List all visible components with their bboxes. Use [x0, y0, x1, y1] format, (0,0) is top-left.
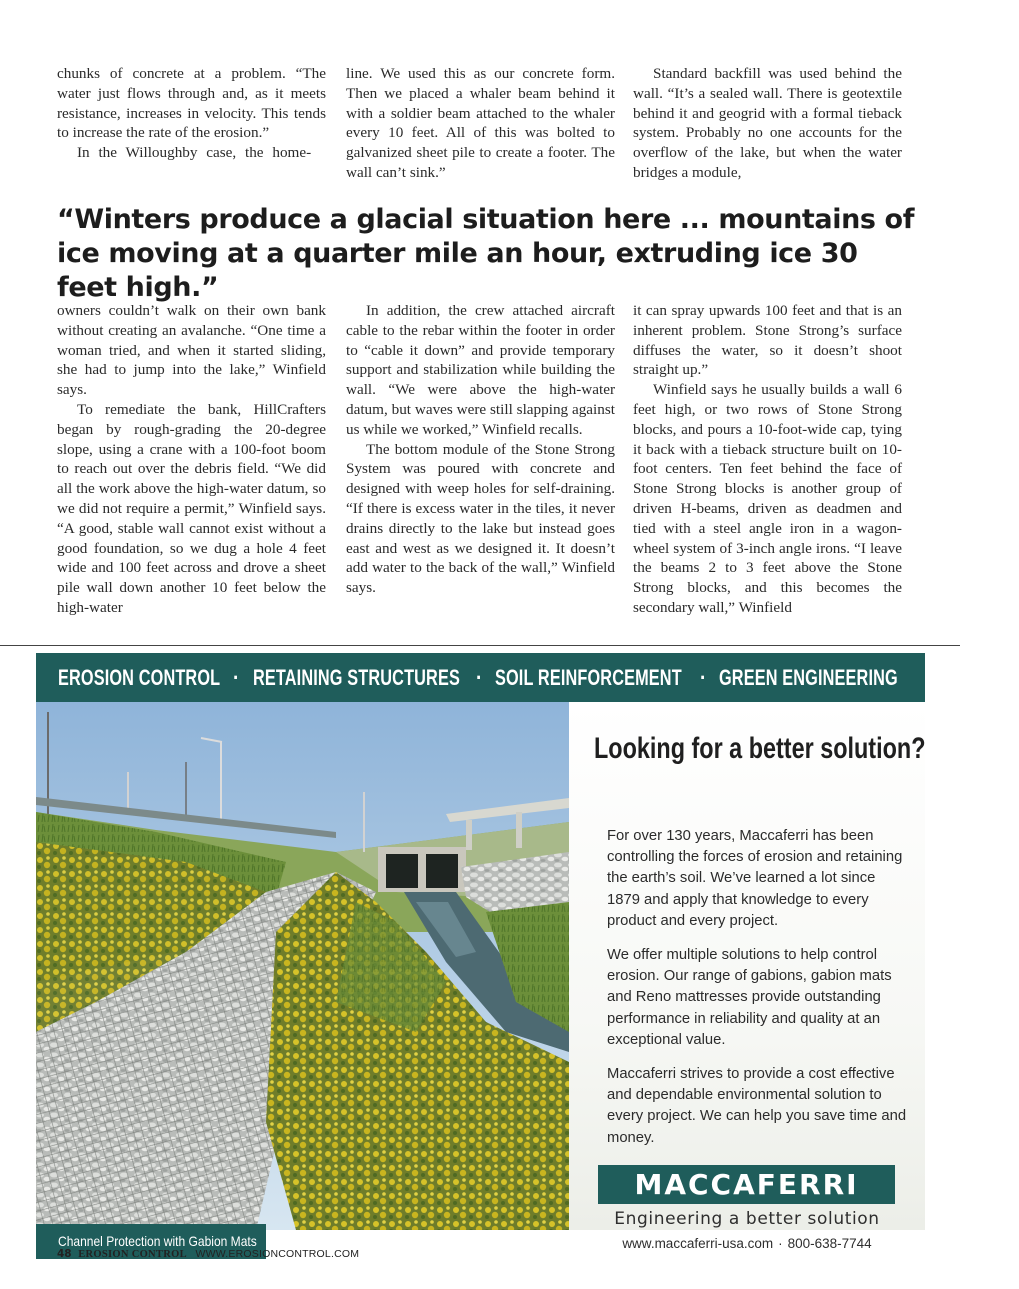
article-column-1-top: [57, 64, 326, 163]
paragraph: Standard backfill was used behind the wall. “It’s a sealed wall. There is geotextile behind it and geogrid with a formal tieback system. Probably no one accounts for the overflow of the lake, but when the water bridges a module,: [633, 65, 902, 181]
channel-gabion-illustration: [36, 702, 569, 1230]
maccaferri-logo[interactable]: MACCAFERRI: [598, 1165, 895, 1204]
paragraph: line. We used this as our concrete form. Then we placed a whaler beam behind it with a soldier beam attached to the whaler every 10 feet. All of this was bolted to galvanized sheet pile to create a footer. The wall can’t sink.”: [346, 65, 615, 181]
pull-quote: “Winters produce a glacial situation here ... mountains of ice moving at a quarter mile an hour, extruding ice 30 feet high.”: [57, 204, 915, 303]
article-column-2-bottom: [346, 301, 615, 598]
ad-body-paragraph: We offer multiple solutions to help control erosion. Our range of gabions, gabion mats and Reno mattresses provide outstanding performance in reliability and quality at an exceptional value.: [607, 947, 892, 1048]
paragraph: In the Willoughby case, the home-: [77, 144, 312, 162]
section-divider: [0, 645, 960, 646]
ad-body-paragraph: For over 130 years, Maccaferri has been controlling the forces of erosion and retaining the earth’s soil. We’ve learned a lot since 1879 and apply that knowledge to every product and every project.: [607, 828, 903, 929]
ad-header-separator: ·: [476, 665, 483, 690]
ad-text-panel: [569, 702, 926, 1251]
ad-website-link[interactable]: www.maccaferri-usa.com: [622, 1236, 774, 1251]
page-footer: [57, 1248, 359, 1260]
paragraph: To remediate the bank, HillCrafters began by rough-grading the 20-degree slope, using a crane with a 100-foot boom to reach out over the debris field. “We did all the work above the high-water datum, so we did not require a permit,” Winfield says. “A good, stable wall cannot exist without a good foundation, so we dug a hole 4 feet wide and 100 feet across and drove a sheet pile wall down another 10 feet below the high-water: [57, 400, 326, 616]
ad-header-item: EROSION CONTROL: [58, 665, 221, 690]
ad-header-item: GREEN ENGINEERING: [719, 665, 898, 690]
maccaferri-advertisement[interactable]: [36, 653, 926, 1251]
channel-gabion-photo: [36, 702, 569, 1249]
paragraph: In addition, the crew attached aircraft cable to the rebar within the footer in order to “cable it down” and provide temporary support and stabilization while building the wall. “We were above the high-water datum, but waves were still slapping against us while we worked,” Winfield recalls.: [346, 302, 615, 438]
paragraph: chunks of concrete at a problem. “The water just flows through and, as it meets resistance, increases in velocity. This tends to increase the rate of the erosion.”: [57, 65, 326, 142]
paragraph: The bottom module of the Stone Strong System was poured with concrete and designed with weep holes for self-draining. “If there is excess water in the tiles, it never drains directly to the lake but instead goes east and west as we designed it. It doesn’t add water to the back of the wall,” Winfield says.: [346, 440, 615, 597]
ad-headline: Looking for a better solution?: [594, 732, 926, 765]
article-column-3-bottom: [633, 301, 902, 618]
ad-header-banner: [36, 653, 925, 702]
contact-separator: ·: [778, 1236, 783, 1251]
article-column-1-bottom: [57, 301, 326, 618]
ad-tagline: Engineering a better solution: [614, 1209, 880, 1229]
ad-header-separator: ·: [700, 665, 707, 690]
magazine-url[interactable]: WWW.EROSIONCONTROL.COM: [195, 1248, 360, 1260]
ad-header-item: RETAINING STRUCTURES: [253, 665, 460, 690]
ad-header-item: SOIL REINFORCEMENT: [495, 665, 682, 690]
photo-caption: Channel Protection with Gabion Mats: [36, 1224, 266, 1259]
ad-header-separator: ·: [233, 665, 240, 690]
magazine-name: EROSION CONTROL: [78, 1249, 187, 1260]
article-column-2-top: [346, 64, 615, 183]
ad-phone: 800-638-7744: [787, 1236, 872, 1251]
ad-body-paragraph: Maccaferri strives to provide a cost effective and dependable environmental solution to every project. We can help you save time and money.: [607, 1066, 907, 1146]
paragraph: owners couldn’t walk on their own bank without creating an avalanche. “One time a woman tried, and when it started sliding, she had to jump into the lake,” Winfield says.: [57, 302, 326, 399]
page-number: 48: [57, 1248, 72, 1260]
article-column-3-top: [633, 64, 902, 183]
paragraph: Winfield says he usually builds a wall 6 feet high, or two rows of Stone Strong blocks, and pours a 10-foot-wide cap, tying it back with a tieback structure built on 10-foot centers. Ten feet behind the face of Stone Strong blocks is another group of driven H-beams, driven as deadmen and tied with a steel angle iron in a wagon-wheel system of 3-inch angle irons. “I leave the beams 2 to 3 feet above the Stone Strong blocks, and this becomes the secondary wall,” Winfield: [633, 381, 902, 616]
ad-contact: [594, 1236, 900, 1251]
paragraph: it can spray upwards 100 feet and that is an inherent problem. Stone Strong’s surface diffuses the water, so it doesn’t shoot straight up.”: [633, 302, 902, 379]
